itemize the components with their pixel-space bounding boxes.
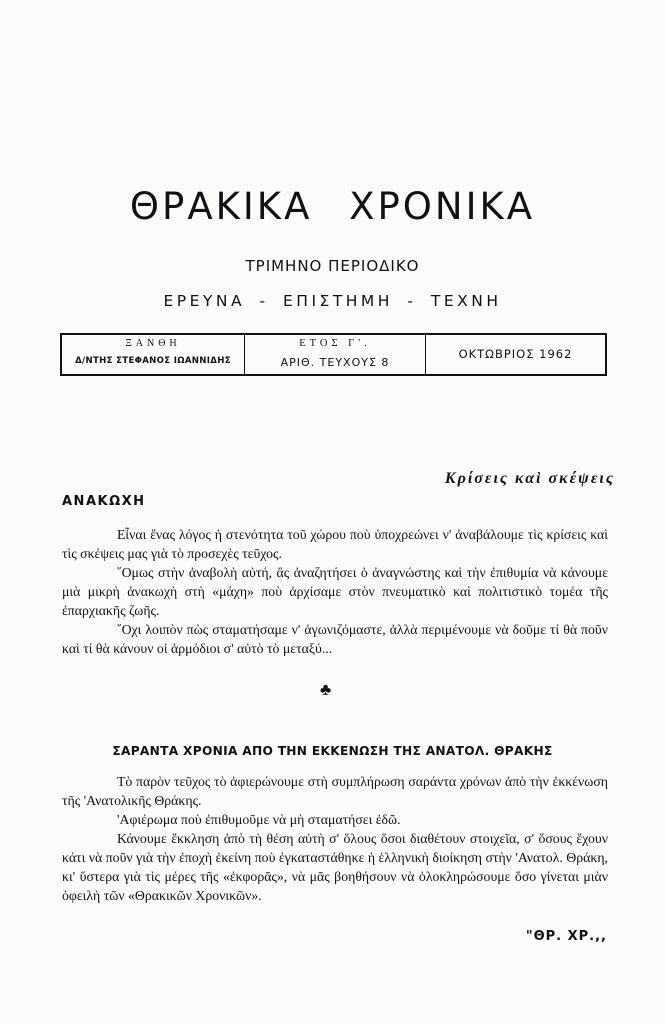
- section-paragraph-2: ῞Ομως στὴν ἀναβολὴ αὐτή, ἂς ἀναζητήσει ὁ ἀναγνώστης καὶ τὴν ἐπιθυμία νὰ κάνουμε μιὰ μικρὴ ἀνακωχὴ στὴ «μάχη» ποὺ ἀρχίσαμε στὸν πνευματικὸ καὶ πολιτιστικὸ τομέα τῆς ἐπαρχιακῆς ζωῆς.: [62, 565, 608, 618]
- year-label: ΕΤΟΣ Γ'.: [299, 338, 371, 349]
- city-label: ΞΑΝΘΗ: [125, 338, 181, 349]
- article-paragraph-1: Τὸ παρὸν τεῦχος τὸ ἀφιερώνουμε στὴ συμπλήρωση σαράντα χρόνων ἀπὸ τὴν ἐκκένωση τῆς 'Ανατολικῆς Θράκης.: [62, 774, 608, 808]
- article-paragraph-2: 'Αφιέρωμα ποὺ ἐπιθυμοῦμε νὰ μὴ σταματήσει ἐδῶ.: [117, 812, 401, 827]
- issue-cell: [245, 335, 426, 374]
- ornament-icon: ♣: [320, 680, 332, 699]
- article-paragraph-3: Κάνουμε ἔκκληση ἀπὸ τὴ θέση αὐτὴ σ' ὅλους ὅσοι διαθέτουν στοιχεῖα, σ' ὅσους ἔχουν κάτι νὰ ποῦν γιὰ τὴν ἐποχὴ ἐκείνη ποὺ ἐγκαταστάθηκε ἡ ἑλληνικὴ διοίκηση στὴν 'Ανατολ. Θράκη, κι' ὕστερα γιὰ τὶς μέρες τῆς «ἐκφορᾶς», νὰ μᾶς βοηθήσουν νὰ ὁλοκληρώσουμε ὅσο γίνεται μιὰν ὀφειλὴ τῶν «Θρακικῶν Χρονικῶν».: [62, 831, 608, 903]
- issue-info-box: [60, 333, 607, 376]
- journal-motto: ΕΡΕΥΝΑ - ΕΠΙΣΤΗΜΗ - ΤΕΧΝΗ: [163, 292, 502, 310]
- date-cell: [426, 335, 605, 374]
- section-heading: ΑΝΑΚΩΧΗ: [62, 494, 146, 509]
- director-label: Δ/ΝΤΗΣ ΣΤΕΦΑΝΟΣ ΙΩΑΝΝΙΔΗΣ: [75, 356, 231, 366]
- section-title: Κρίσεις καὶ σκέψεις: [444, 470, 615, 487]
- location-cell: [62, 335, 245, 374]
- article-signature: "ΘΡ. ΧΡ.,,: [525, 929, 607, 944]
- journal-subtitle: ΤΡΙΜΗΝΟ ΠΕΡΙΟΔΙΚΟ: [245, 257, 420, 275]
- journal-title: ΘΡΑΚΙΚΑ ΧΡΟΝΙΚΑ: [129, 185, 536, 228]
- issue-date: ΟΚΤΩΒΡΙΟΣ 1962: [458, 347, 573, 361]
- section-paragraph-3: ῎Οχι λοιπὸν πὼς σταματήσαμε ν' ἀγωνιζόμαστε, ἀλλὰ περιμένουμε νὰ δοῦμε τί θὰ ποῦν καὶ τί θὰ κάνουν οἱ ἁρμόδιοι σ' αὐτὸ τὸ μεταξύ...: [62, 622, 608, 656]
- section-paragraph-1: Εἶναι ἕνας λόγος ἡ στενότητα τοῦ χώρου ποὺ ὑποχρεώνει ν' ἀναβάλουμε τὶς κρίσεις καὶ τὶς σκέψεις μας γιὰ τὸ προσεχὲς τεῦχος.: [62, 527, 608, 561]
- article-heading: ΣΑΡΑΝΤΑ ΧΡΟΝΙΑ ΑΠΟ ΤΗΝ ΕΚΚΕΝΩΣΗ ΤΗΣ ΑΝΑΤΟΛ. ΘΡΑΚΗΣ: [112, 744, 553, 758]
- issue-number-label: ΑΡΙΘ. ΤΕΥΧΟΥΣ 8: [280, 356, 390, 369]
